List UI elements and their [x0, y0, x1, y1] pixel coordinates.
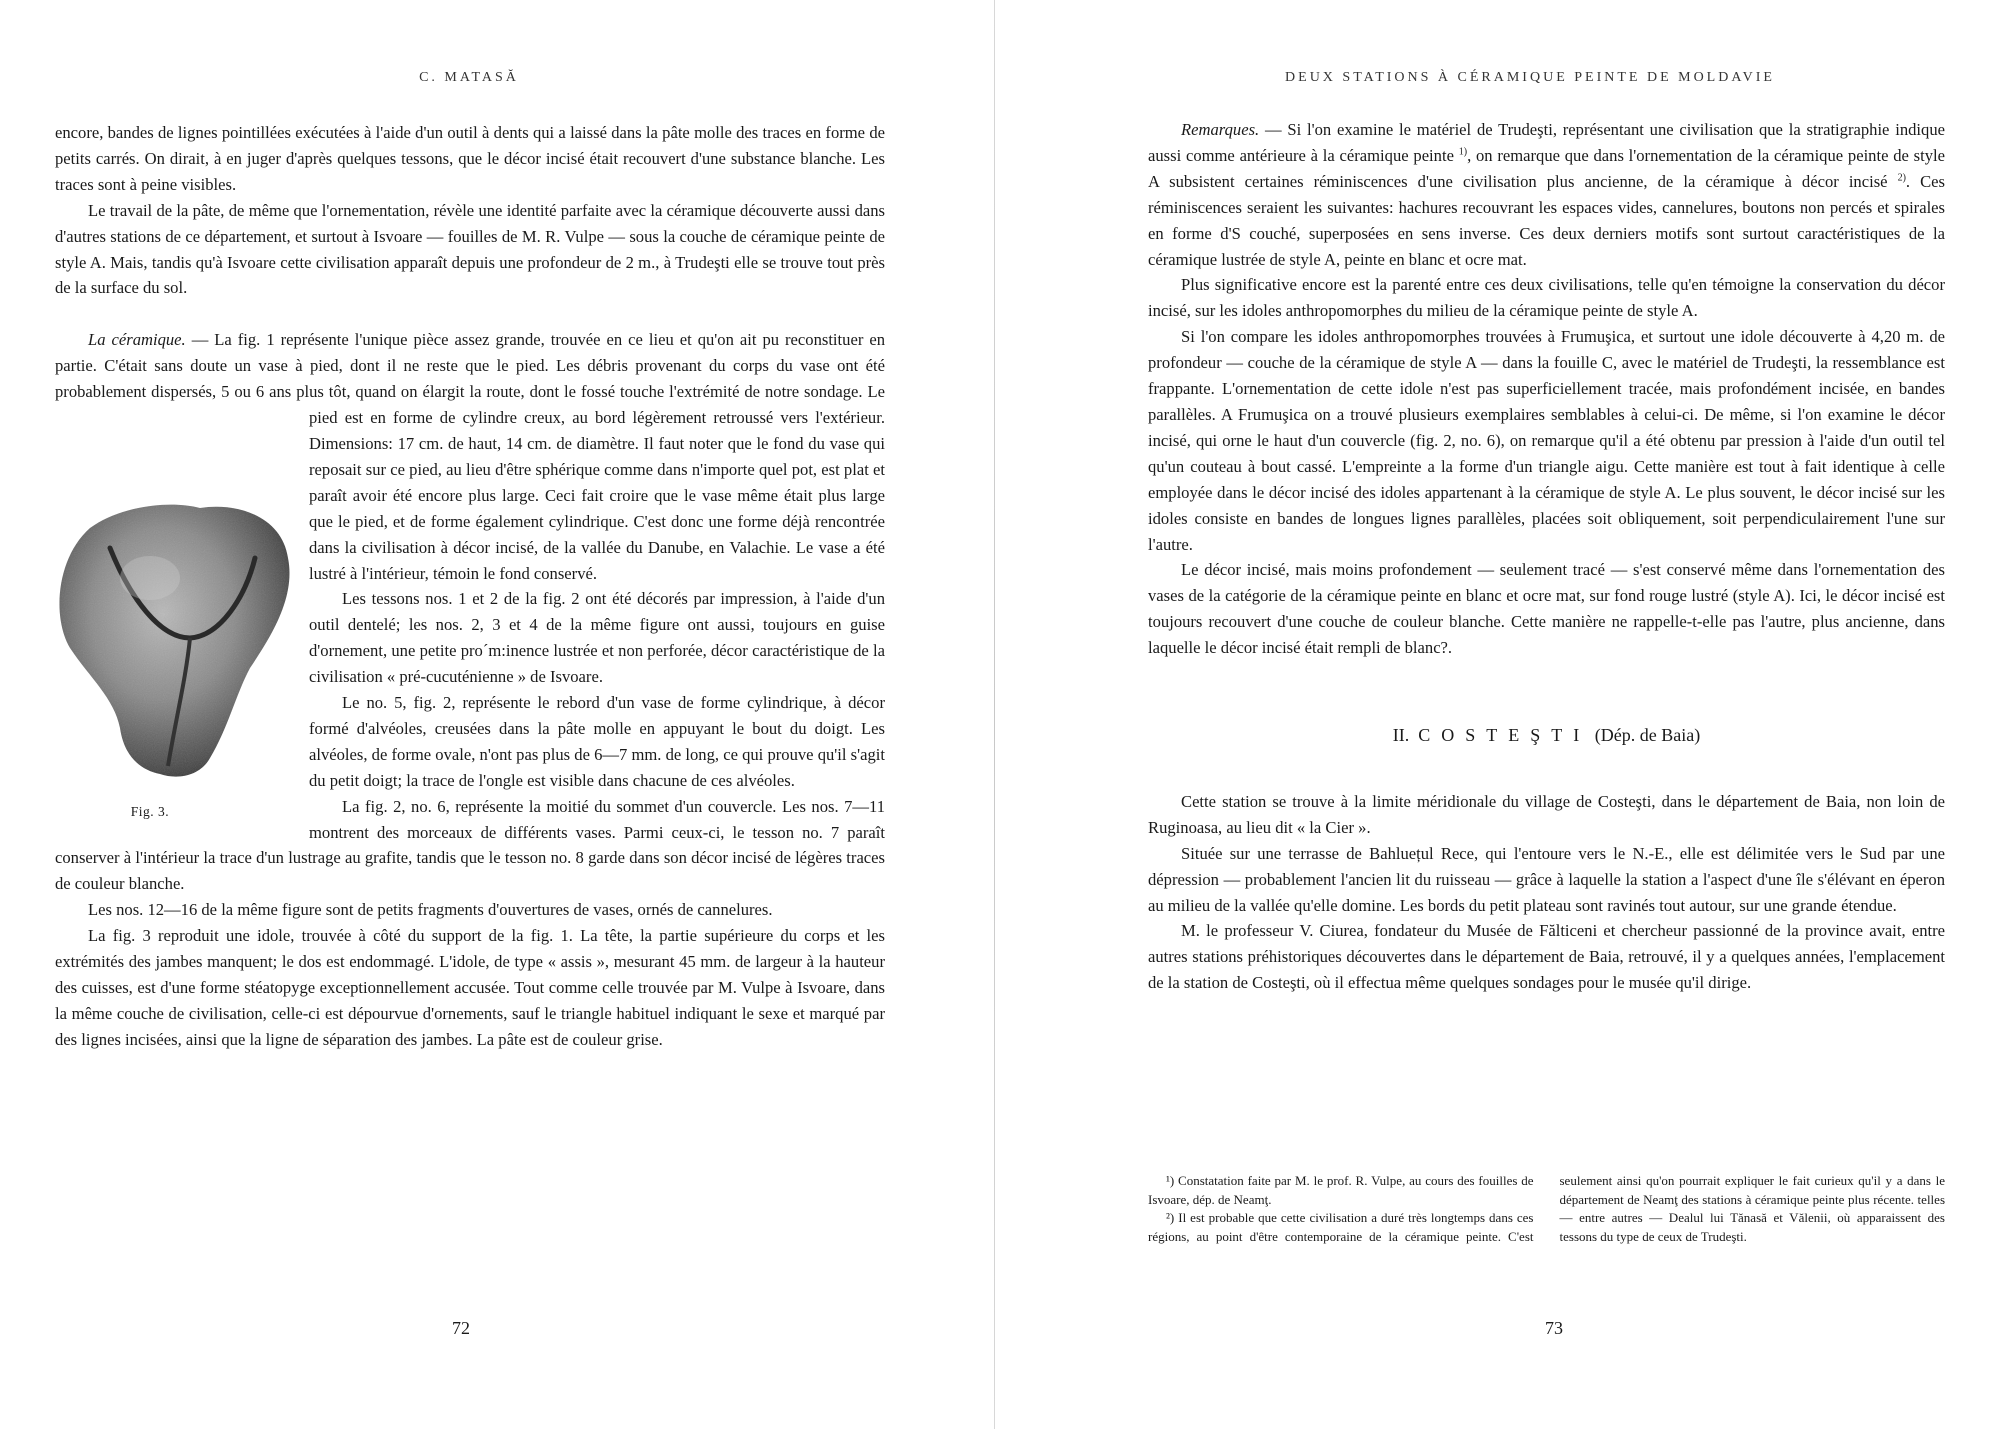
footnote-2: ²) Il est probable que cette civilisation a duré très longtemps dans ces régions, au point d'être contemporaine de la céramique peinte. C'est seulement ainsi qu'on pourrait expliquer le fait curieux qu'il y a dans le département de Neamţ des stations à céramique peinte plus récente. telles — entre autres — Dealul lui Tănasă et Vălenii, où apparaissent des tessons du type de ceux de Trudeşti. [1148, 1173, 1945, 1244]
right-text-block [1148, 117, 1945, 996]
paragraph: Cette station se trouve à la limite méridionale du village de Costeşti, dans le département de Baia, non loin de Ruginoasa, au lieu dit « la Cier ». [1148, 791, 1945, 837]
figure-3 [50, 488, 300, 818]
running-head-right: DEUX STATIONS À CÉRAMIQUE PEINTE DE MOLDAVIE [1285, 70, 1775, 85]
page-number-right: 73 [1545, 1318, 1563, 1338]
ceramique-heading: La céramique. [88, 330, 186, 350]
running-head-left: C. MATASĂ [419, 70, 519, 85]
paragraph: M. le professeur V. Ciurea, fondateur du Musée de Fălticeni et chercheur passionné de la province avait, entre autres stations préhistoriques découvertes dans le département de Baia, retrouvé, il y a quelques années, l'emplacement de la station de Costeşti, où il effectua même quelques sondages pour le musée qu'il dirige. [1148, 921, 1945, 993]
footnote-ref-1[interactable]: 1) [1458, 146, 1468, 158]
footnote-1: ¹) Constatation faite par M. le prof. R. Vulpe, au cours des fouilles de Isvoare, dép. de Neamţ. [1148, 1173, 1534, 1207]
left-page [0, 0, 994, 1429]
paragraph: Les nos. 12—16 de la même figure sont de petits fragments d'ouvertures de vases, ornés de cannelures. [88, 900, 773, 920]
ceramique-text-1: — La fig. 1 représente l'unique pièce assez grande, trouvée en ce lieu et qu'on ait pu reconstituer en partie. C'était sans doute un vase à pied, dont il ne reste que le pied. Les débris provenant du corps du vase ont été probablement dispersés, 5 ou 6 ans plus tôt, quand on élargit la route, dont le fossé touche l'extrémité de notre sondage. Le pied est en forme de cylindre creux, au bord légèrement retroussé vers l'extérieur. Dimensions: 17 cm. de haut, 14 cm. de diamètre. Il faut noter que le fond du vase qui reposait sur ce pied, au lieu d'être sphérique comme dans n'importe quel pot, est plat et paraît avoir été encore plus large. Ceci fait croire que le vase même était plus large que le pied, et de forme également cylindrique. C'est donc une forme déjà rencontrée dans la civilisation à décor incisé, de la vallée du Danube, en Valachie. Le vase a été lustré à l'intérieur, témoin le fond conservé. [55, 330, 885, 583]
paragraph: Plus significative encore est la parenté entre ces deux civilisations, telle qu'en témoigne la conservation du décor incisé, sur les idoles anthropomorphes du milieu de la céramique peinte de style A. [1148, 275, 1945, 321]
paragraph: Si l'on compare les idoles anthropomorphes trouvées à Frumuşica, et surtout une idole découverte à 4,20 m. de profondeur — couche de la céramique de style A — dans la fouille C, avec le matériel de Trudeşti, la ressemblance est frappante. L'ornementation de cette idole n'est pas superficiellement tracée, mais profondément incisée, en bandes parallèles. A Frumuşica on a trouvé plusieurs exemplaires semblables à celui-ci. De même, si l'on examine le décor incisé, qui orne le haut d'un couvercle (fig. 2, no. 6), on remarque qu'il a été obtenu par pression à l'aide d'un outil tel qu'un couteau à bout cassé. L'empreinte a la forme d'un triangle aigu. Cette manière est tout à fait identique à celle employée dans le décor incisé des idoles appartenant à la céramique de style A. Le plus souvent, le décor incisé sur les idoles consiste en bandes de longues lignes parallèles, placées soit obliquement, soit perpendiculairement l'une sur l'autre. [1148, 327, 1945, 554]
remarques-text-a: — Si l'on examine le matériel de Trudeşti, représentant une civilisation que la stratigraphie indique aussi comme antérieure à la céramique peinte [1148, 120, 1945, 165]
right-page [995, 0, 2000, 1429]
paragraph: Située sur une terrasse de Bahluețul Rece, qui l'entoure vers le N.-E., elle est délimitée vers le Sud par une dépression — probablement l'ancien lit du ruisseau — grâce à laquelle la station a l'aspect d'une île s'élévant en éperon au milieu de la vallée qu'elle domine. Les bords du petit plateau sont ravinés tout autour, sur une grande étendue. [1148, 843, 1945, 915]
paragraph: La fig. 2, no. 6, représente la moitié du sommet d'un couvercle. Les nos. 7—11 montrent des morceaux de différents vases. Parmi ceux-ci, le tesson no. 7 paraît conserver à l'intérieur la trace d'un lustrage au grafite, tandis que le tesson no. 8 garde dans son décor incisé de légères traces de couleur blanche. [55, 796, 885, 894]
ceramique-paragraph-2: Les tessons nos. 1 et 2 de la fig. 2 ont été décorés par impression, à l'aide d'un outil dentelé; les nos. 2, 3 et 4 de la même figure ont aussi, toujours en guise d'ornement, une petite pro´m:inence lustrée et non perforée, décor caractéristique de la civilisation « pré-cucuténienne » de Isvoare. [309, 589, 885, 687]
idol-photo [50, 488, 300, 788]
paragraph: encore, bandes de lignes pointillées exécutées à l'aide d'un outil à dents qui a laissé dans la pâte molle des traces en forme de petits carrés. On dirait, à en juger d'après quelques tessons, que le décor incisé était recouvert d'une substance blanche. Les traces sont à peine visibles. [55, 123, 885, 194]
remarques-paragraph [1148, 117, 1945, 272]
remarques-heading: Remarques. [1181, 120, 1260, 139]
paragraph: La fig. 3 reproduit une idole, trouvée à côté du support de la fig. 1. La tête, la partie supérieure du corps et les extrémités des jambes manquent; le dos est endommagé. L'idole, de type « assis », mesurant 45 mm. de largeur à la hauteur des cuisses, est d'une forme stéatopyge exceptionnellement accusée. Tout comme celle trouvée par M. Vulpe à Isvoare, dans la même couche de civilisation, celle-ci est dépourvue d'ornements, sauf le triangle habituel indiquant le sexe et marqué par des lignes incisées, ainsi que la ligne de séparation des jambes. La pâte est de couleur grise. [55, 926, 885, 1049]
remarques-text-b: , on remarque que dans l'ornementation de la céramique peinte de style A subsistent certaines réminiscences d'une civilisation plus ancienne, de la céramique à décor incisé [1148, 145, 1945, 191]
section-number: II. [1392, 725, 1410, 746]
footnote-ref-2[interactable]: 2) [1897, 172, 1906, 184]
remarques-text-c: . Ces réminiscences seraient les suivantes: hachures recouvrant les espaces vides, cannelures, boutons non percés et spirales en forme d'S couché, superposées en sens inverse. Ces deux derniers motifs sont surtout caractéristiques de la céramique lustrée de style A, peinte en blanc et ocre mat. [1148, 171, 1946, 269]
paragraph: Le travail de la pâte, de même que l'ornementation, révèle une identité parfaite avec la céramique découverte aussi dans d'autres stations de ce département, et surtout à Isvoare — fouilles de M. R. Vulpe — sous la couche de céramique peinte de style A. Mais, tandis qu'à Isvoare cette civilisation apparaît depuis une profondeur de 2 m., à Trudeşti elle se trouve tout près de la surface du sol. [55, 200, 885, 298]
section-dept: (Dép. de Baia) [1594, 725, 1701, 746]
figure-caption: Fig. 3. [130, 804, 170, 819]
footnotes [1148, 1172, 1945, 1246]
section-heading [1148, 723, 1945, 749]
paragraph: Le no. 5, fig. 2, représente le rebord d'un vase de forme cylindrique, à décor formé d'alvéoles, creusées dans la pâte molle en appuyant le bout du doigt. Les alvéoles, de forme ovale, n'ont pas plus de 6—7 mm. de long, ce qui prouve qu'il s'agit du petit doigt; la trace de l'ongle est visible dans chacune de ces alvéoles. [309, 693, 885, 790]
section-name: COSTEŞTI [1418, 725, 1591, 746]
paragraph: Le décor incisé, mais moins profondement — seulement tracé — s'est conservé même dans l'ornementation des vases de la catégorie de la céramique peinte en blanc et ocre mat, sur fond rouge lustré (style A). Ici, le décor incisé est toujours recouvert d'une couche de couleur blanche. Cette manière ne rappelle-t-elle pas l'autre, plus ancienne, dans laquelle le décor incisé était rempli de blanc?. [1148, 560, 1945, 658]
page-number-left: 72 [452, 1318, 470, 1338]
